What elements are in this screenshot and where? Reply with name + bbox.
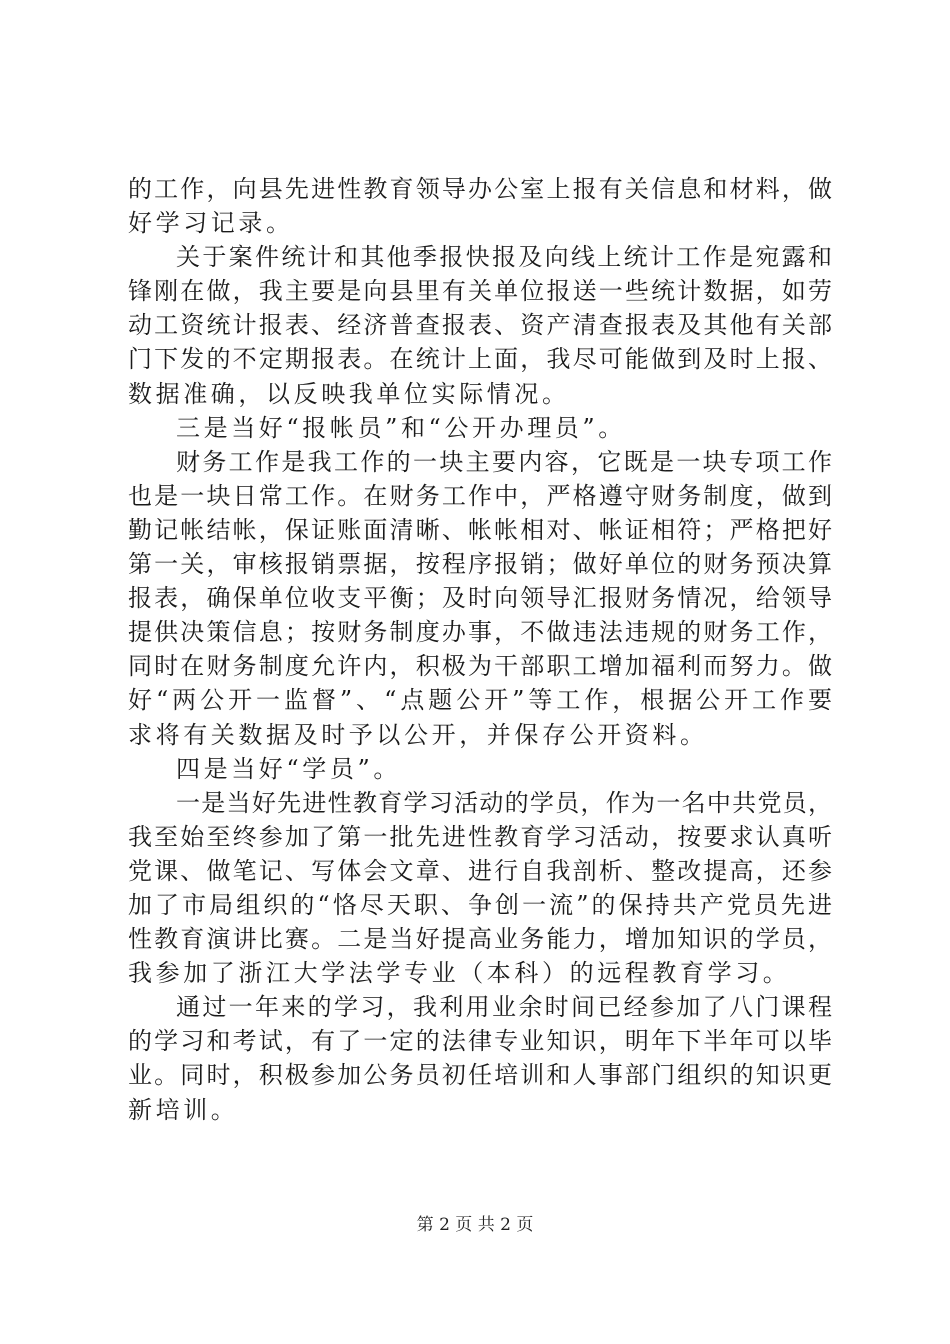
text-line: 性教育演讲比赛。二是当好提高业务能力，增加知识的学员， (128, 925, 832, 954)
text-line: 党课、做笔记、写体会文章、进行自我剖析、整改提高，还参 (128, 856, 832, 885)
document-body (128, 172, 832, 1127)
text-line: 业。同时，积极参加公务员初任培训和人事部门组织的知识更 (128, 1061, 832, 1090)
text-line: 财务工作是我工作的一块主要内容，它既是一块专项工作 (176, 447, 832, 476)
text-line: 报表，确保单位收支平衡；及时向领导汇报财务情况，给领导 (128, 584, 832, 613)
text-line: 我至始至终参加了第一批先进性教育学习活动，按要求认真听 (128, 822, 832, 851)
text-line: 动工资统计报表、经济普查报表、资产清查报表及其他有关部 (128, 311, 832, 340)
text-line: 勤记帐结帐，保证账面清晰、帐帐相对、帐证相符；严格把好 (128, 515, 832, 544)
text-line: 加了市局组织的“恪尽天职、争创一流”的保持共产党员先进 (128, 890, 832, 919)
text-line: 三是当好“报帐员”和“公开办理员”。 (176, 413, 626, 442)
page-number-footer: 第 2 页 共 2 页 (416, 1215, 534, 1235)
text-line: 同时在财务制度允许内，积极为干部职工增加福利而努力。做 (128, 652, 832, 681)
text-line: 的工作，向县先进性教育领导办公室上报有关信息和材料，做 (128, 175, 832, 203)
text-line: 好学习记录。 (128, 209, 294, 238)
text-line: 通过一年来的学习，我利用业余时间已经参加了八门课程 (176, 993, 832, 1022)
text-line: 我参加了浙江大学法学专业（本科）的远程教育学习。 (128, 959, 791, 988)
text-line: 好“两公开一监督”、“点题公开”等工作，根据公开工作要 (128, 686, 832, 715)
text-line: 求将有关数据及时予以公开，并保存公开资料。 (128, 720, 708, 749)
text-line: 数据准确，以反映我单位实际情况。 (128, 379, 570, 408)
text-line: 也是一块日常工作。在财务工作中，严格遵守财务制度，做到 (128, 481, 832, 510)
text-line: 新培训。 (128, 1095, 239, 1124)
text-line: 关于案件统计和其他季报快报及向线上统计工作是宛露和 (176, 243, 832, 272)
text-line: 一是当好先进性教育学习活动的学员，作为一名中共党员， (176, 788, 832, 817)
text-line: 的学习和考试，有了一定的法律专业知识，明年下半年可以毕 (128, 1027, 832, 1056)
text-line: 四是当好“学员”。 (176, 754, 401, 783)
text-line: 提供决策信息；按财务制度办事，不做违法违规的财务工作， (128, 618, 832, 647)
text-line: 锋刚在做，我主要是向县里有关单位报送一些统计数据，如劳 (128, 277, 832, 306)
text-line: 门下发的不定期报表。在统计上面，我尽可能做到及时上报、 (128, 345, 832, 374)
text-line: 第一关，审核报销票据，按程序报销；做好单位的财务预决算 (128, 550, 832, 579)
